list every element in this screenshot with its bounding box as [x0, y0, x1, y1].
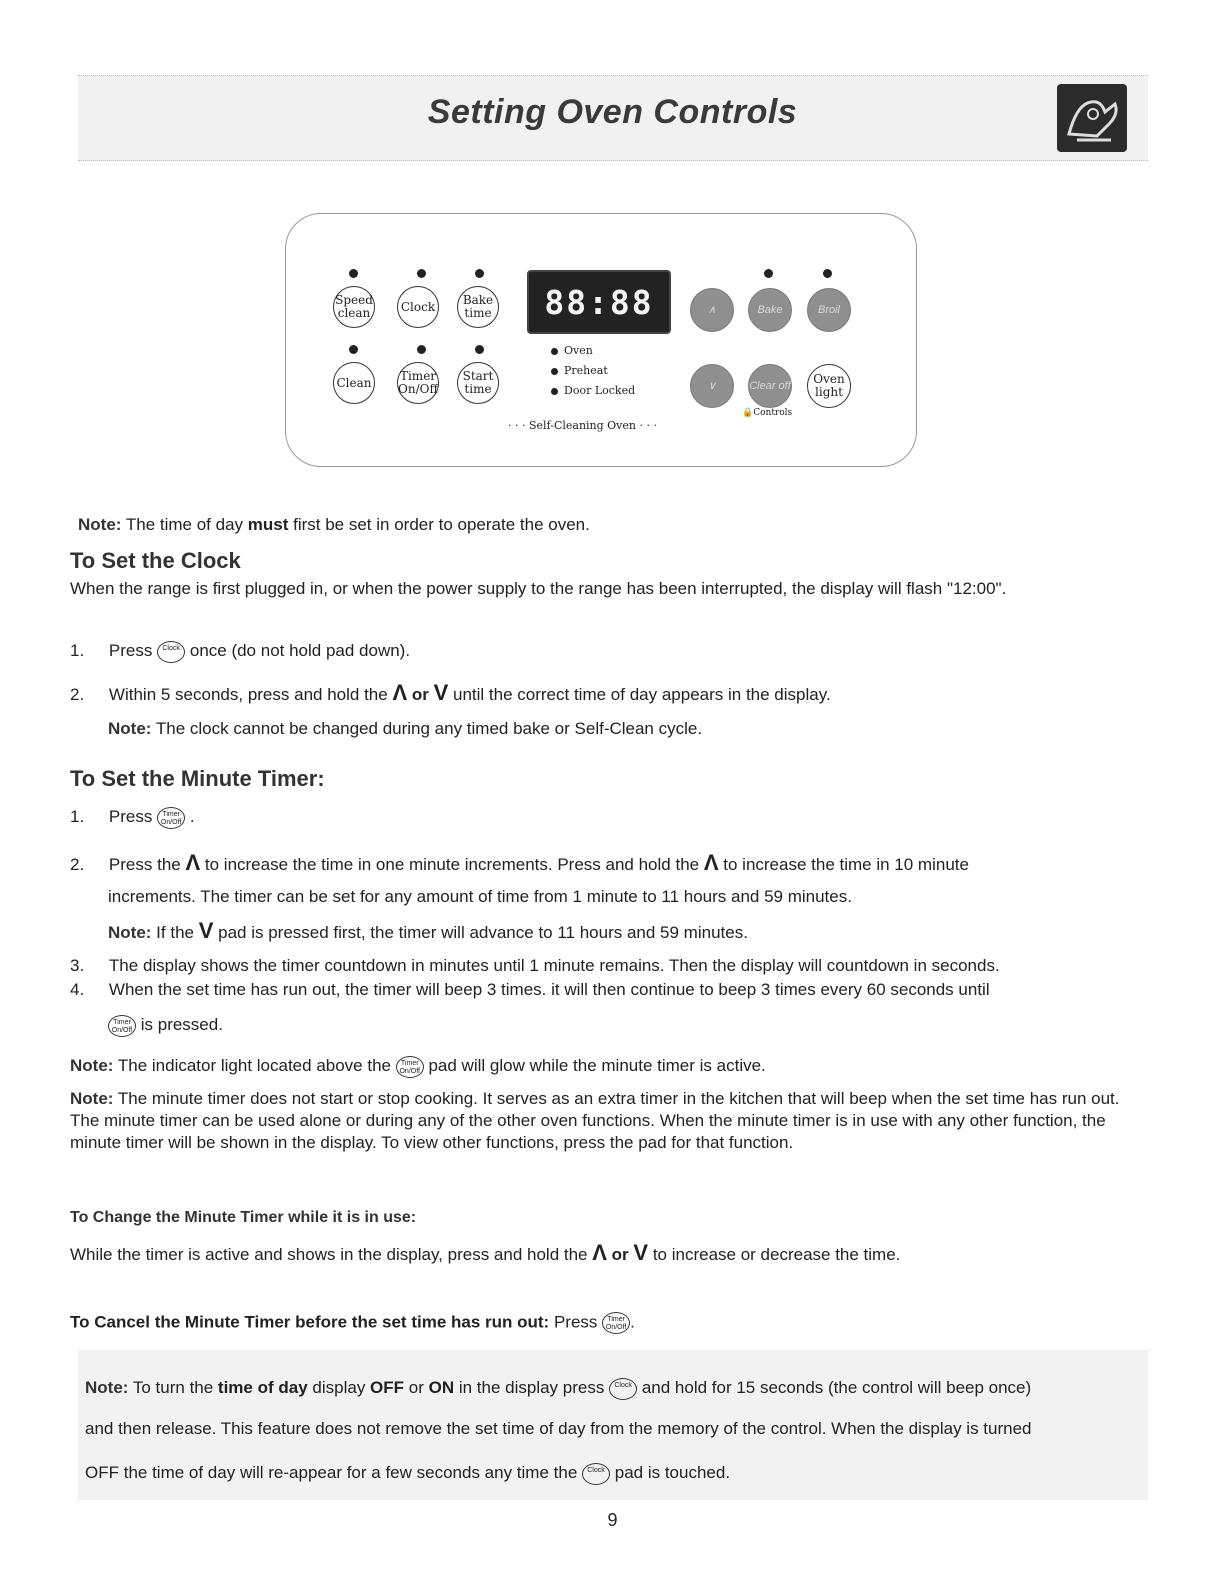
timer-step-2: [70, 852, 969, 876]
note-text: first be set in order to operate the oven.: [288, 515, 590, 534]
controls-lock-label: [742, 408, 792, 418]
text: To turn the: [128, 1378, 218, 1397]
step-text: until the correct time of day appears in the display.: [453, 685, 831, 704]
broil-pad: Broil: [807, 288, 851, 332]
self-cleaning-label: · · · Self-Cleaning Oven · · ·: [508, 419, 657, 432]
indicator-dot: [475, 345, 484, 354]
clock-heading: To Set the Clock: [70, 548, 241, 573]
step-text: Press: [108, 641, 153, 660]
timer-step-4-cont: [108, 1014, 223, 1037]
timer-pad-icon: Timer On/Off: [602, 1312, 630, 1334]
clock-intro: When the range is first plugged in, or when the power supply to the range has been interrupted, the display will flash "12:00".: [70, 579, 1007, 598]
timer-step-2-cont: increments. The timer can be set for any amount of time from 1 minute to 11 hours and 59 minutes.: [108, 887, 852, 906]
or-text: or: [611, 1245, 629, 1264]
indicator-dot: [349, 269, 358, 278]
bold-text: time of day: [217, 1378, 308, 1397]
bake-time-pad: Bake time: [457, 286, 499, 328]
text: OFF the time of day will re-appear for a few seconds any time the: [85, 1463, 578, 1482]
control-panel-diagram: [285, 213, 917, 467]
note-text: The minute timer does not start or stop cooking. It serves as an extra timer in the kitchen that will beep when the set time has run out. The minute timer can be used alone or during any of the other oven functions. When the minute timer is in use with any other function, the minute timer will be shown in the display. To view other functions, press the pad for that function.: [70, 1089, 1120, 1152]
change-text: [70, 1242, 900, 1266]
indicator-dot: [349, 345, 358, 354]
bottom-note-line-2: and then release. This feature does not remove the set time of day from the memory of the control. When the display is turned: [85, 1419, 1032, 1438]
step-number: 1.: [70, 641, 85, 660]
note-bold: must: [247, 515, 289, 534]
oven-light-pad: Oven light: [807, 364, 851, 408]
step-text: Press the: [108, 855, 181, 874]
clock-pad-icon: Clock: [609, 1378, 637, 1400]
text: in the display press: [454, 1378, 605, 1397]
down-arrow-icon: V: [433, 680, 449, 705]
down-arrow-pad: ∨: [690, 364, 734, 408]
cancel-heading: To Cancel the Minute Timer before the set time has run out:: [70, 1312, 550, 1332]
note-text: If the: [151, 923, 194, 942]
up-arrow-pad: ∧: [690, 288, 734, 332]
indicator-dot: [764, 269, 773, 278]
timer-step-3: [70, 955, 1000, 977]
bottom-note-line-3: [85, 1462, 730, 1485]
indicator-dot: [475, 269, 484, 278]
timer-step-4: [70, 979, 990, 1001]
controls-label: Controls: [753, 408, 793, 418]
note-text: pad is pressed first, the timer will advance to 11 hours and 59 minutes.: [218, 923, 748, 942]
text: pad is touched.: [614, 1463, 731, 1482]
clock-pad-icon: Clock: [157, 641, 185, 663]
up-arrow-icon: Λ: [592, 1240, 607, 1265]
bold-text: ON: [428, 1378, 455, 1397]
timer-pad-icon: Timer On/Off: [108, 1015, 136, 1037]
down-arrow-icon: V: [198, 918, 214, 943]
step-number: 2.: [70, 855, 85, 874]
step-text: When the set time has run out, the timer will beep 3 times. it will then continue to beep 3 times every 60 seconds until: [108, 980, 990, 999]
note-text: The clock cannot be changed during any timed bake or Self-Clean cycle.: [151, 719, 703, 738]
down-arrow-icon: V: [633, 1240, 649, 1265]
lock-icon: 🔒: [742, 408, 754, 418]
or-text: or: [411, 685, 429, 704]
display-readout: 88:88: [527, 270, 671, 334]
indicator-oven: Oven: [551, 344, 593, 357]
text: Press: [549, 1312, 598, 1332]
note-text: pad will glow while the minute timer is active.: [428, 1056, 766, 1075]
step-number: 1.: [70, 807, 85, 826]
note-label: Note:: [85, 1378, 129, 1397]
text: While the timer is active and shows in the display, press and hold the: [70, 1245, 588, 1264]
step-number: 2.: [70, 685, 85, 704]
text: display: [307, 1378, 371, 1397]
note-label: Note:: [108, 719, 152, 738]
change-heading: To Change the Minute Timer while it is in use:: [70, 1209, 417, 1226]
step-text: .: [189, 807, 195, 826]
indicator-preheat: Preheat: [551, 364, 608, 377]
clock-pad-icon: Clock: [582, 1463, 610, 1485]
speed-clean-pad: Speed clean: [333, 286, 375, 328]
bottom-note-line-1: [85, 1377, 1031, 1400]
intro-note: [78, 514, 590, 536]
timer-step-1: [70, 806, 195, 829]
step-text: Within 5 seconds, press and hold the: [108, 685, 388, 704]
text: or: [404, 1378, 429, 1397]
step-text: to increase the time in 10 minute: [723, 855, 969, 874]
timer-on-off-pad: Timer On/Off: [397, 362, 439, 404]
step-text: is pressed.: [140, 1015, 223, 1034]
timer-pad-icon: Timer On/Off: [157, 807, 185, 829]
clock-step-2: [70, 682, 831, 706]
indicator-dot: [417, 345, 426, 354]
text: and hold for 15 seconds (the control will beep once): [641, 1378, 1032, 1397]
note-label: Note:: [70, 1056, 114, 1075]
start-time-pad: Start time: [457, 362, 499, 404]
cancel-line: To Cancel the Minute Timer before the set time has run out: Press Timer On/Off .: [70, 1312, 635, 1334]
clock-note: [108, 718, 702, 740]
bake-pad: Bake: [748, 288, 792, 332]
note-text: The indicator light located above the: [113, 1056, 391, 1075]
timer-note-2: [70, 1088, 1150, 1154]
up-arrow-icon: Λ: [185, 850, 201, 875]
indicator-door-locked: Door Locked: [551, 384, 635, 397]
timer-step-2-note: [108, 920, 748, 944]
clock-step-1: [70, 640, 410, 663]
note-label: Note:: [70, 1089, 114, 1108]
step-text: once (do not hold pad down).: [189, 641, 411, 660]
step-text: Press: [108, 807, 153, 826]
hand-controls-icon: [1057, 84, 1127, 152]
step-text: to increase the time in one minute increments. Press and hold the: [204, 855, 700, 874]
timer-pad-icon: Timer On/Off: [396, 1056, 424, 1078]
clock-pad: Clock: [397, 286, 439, 328]
step-number: 4.: [70, 980, 85, 999]
timer-heading: To Set the Minute Timer:: [70, 766, 325, 791]
bold-text: OFF: [370, 1378, 405, 1397]
note-label: Note:: [108, 923, 152, 942]
note-text: The time of day: [121, 515, 248, 534]
up-arrow-icon: Λ: [703, 850, 719, 875]
indicator-dot: [823, 269, 832, 278]
page-number: 9: [607, 1510, 618, 1530]
indicator-dot: [417, 269, 426, 278]
clear-off-pad: Clear off: [748, 364, 792, 408]
clean-pad: Clean: [333, 362, 375, 404]
text: to increase or decrease the time.: [652, 1245, 901, 1264]
up-arrow-icon: Λ: [392, 680, 408, 705]
step-text: The display shows the timer countdown in minutes until 1 minute remains. Then the display will countdown in seconds.: [108, 956, 1000, 975]
step-number: 3.: [70, 956, 85, 975]
page-title: Setting Oven Controls: [427, 93, 798, 131]
timer-note-1: [70, 1055, 766, 1078]
note-label: Note:: [78, 515, 122, 534]
